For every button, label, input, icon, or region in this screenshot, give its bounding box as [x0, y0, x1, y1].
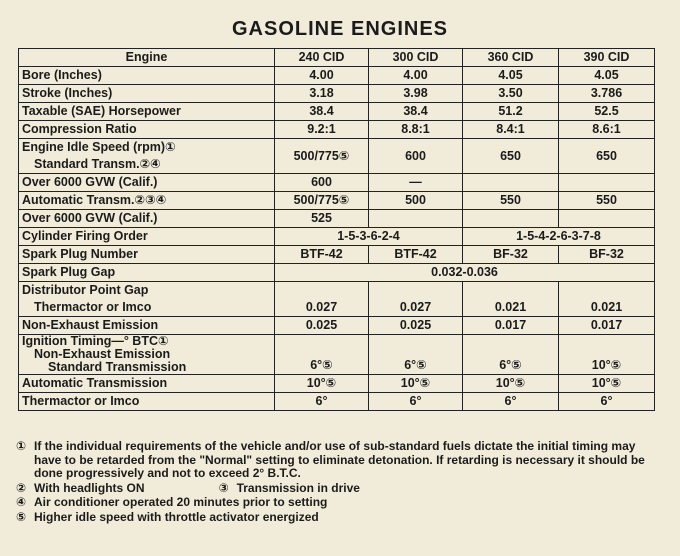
cell-value: 550 [559, 192, 655, 210]
footnote-marker: ② [16, 480, 27, 495]
cell-value: BTF-42 [369, 246, 463, 264]
cell-value: 10°⑤ [369, 375, 463, 393]
table-row [19, 317, 655, 335]
table-row [19, 246, 655, 264]
row-label: Thermactor or Imco [19, 393, 275, 411]
footnote-text: Air conditioner operated 20 minutes prior to setting [34, 495, 328, 509]
row-label-main: Ignition Timing—° BTC① [22, 334, 169, 348]
cell-value: 38.4 [275, 103, 369, 121]
cell-value: 600 [369, 139, 463, 174]
cell-value: 0.032-0.036 [275, 264, 655, 282]
cell-value: 4.00 [369, 67, 463, 85]
cell-value [559, 174, 655, 192]
row-label [19, 335, 275, 375]
row-label: Over 6000 GVW (Calif.) [19, 210, 275, 228]
table-row [19, 264, 655, 282]
table-row [19, 375, 655, 393]
footnote-text: Higher idle speed with throttle activator energized [34, 509, 319, 524]
footnote-4 [16, 496, 656, 510]
cell-value: 9.2:1 [275, 121, 369, 139]
cell-value: — [369, 174, 463, 192]
cell-value: 8.4:1 [463, 121, 559, 139]
cell-value: 4.05 [463, 67, 559, 85]
table-row [19, 103, 655, 121]
cell-value: 3.18 [275, 85, 369, 103]
header-240: 240 CID [275, 49, 369, 67]
row-label: Automatic Transmission [19, 375, 275, 393]
spec-table [18, 48, 655, 411]
table-row [19, 121, 655, 139]
cell-value: 550 [463, 192, 559, 210]
header-engine: Engine [19, 49, 275, 67]
cell-value: BF-32 [463, 246, 559, 264]
cell-value: 3.98 [369, 85, 463, 103]
cell-value: 6° [559, 393, 655, 411]
row-label [19, 282, 275, 317]
footnote-marker: ③ [218, 480, 229, 495]
row-label: Spark Plug Number [19, 246, 275, 264]
cell-value: 6°⑤ [463, 335, 559, 375]
row-label-main: Engine Idle Speed (rpm)① [22, 140, 176, 154]
table-row [19, 210, 655, 228]
cell-value [559, 210, 655, 228]
footnotes [16, 440, 656, 525]
footnote-marker: ① [16, 439, 27, 453]
cell-value: 0.027 [275, 282, 369, 317]
cell-value: 3.50 [463, 85, 559, 103]
cell-value: 0.017 [559, 317, 655, 335]
cell-value: 0.025 [275, 317, 369, 335]
cell-value: 500/775⑤ [275, 192, 369, 210]
footnote-5 [16, 511, 656, 525]
cell-value: 0.025 [369, 317, 463, 335]
row-label: Automatic Transm.②③④ [19, 192, 275, 210]
cell-value [369, 210, 463, 228]
table-row [19, 85, 655, 103]
header-390: 390 CID [559, 49, 655, 67]
row-label: Stroke (Inches) [19, 85, 275, 103]
cell-value: 6° [463, 393, 559, 411]
cell-value [463, 174, 559, 192]
cell-value: 10°⑤ [463, 375, 559, 393]
cell-value: 8.8:1 [369, 121, 463, 139]
row-label-main: Distributor Point Gap [22, 283, 149, 297]
cell-value: 6° [369, 393, 463, 411]
cell-value: 500 [369, 192, 463, 210]
cell-value: 10°⑤ [275, 375, 369, 393]
table-row [19, 174, 655, 192]
row-label: Cylinder Firing Order [19, 228, 275, 246]
cell-value: 0.021 [463, 282, 559, 317]
cell-value: 0.021 [559, 282, 655, 317]
cell-value: 1-5-3-6-2-4 [275, 228, 463, 246]
cell-value [463, 210, 559, 228]
row-label: Non-Exhaust Emission [19, 317, 275, 335]
cell-value: BTF-42 [275, 246, 369, 264]
cell-value: 600 [275, 174, 369, 192]
footnote-text: If the individual requirements of the vehicle and/or use of sub-standard fuels dictate the initial timing may have to be retarded from the "Normal" setting to eliminate detonation. If retarding is necessary it should be done progressively and not to exceed 2° B.T.C. [34, 439, 645, 480]
cell-value: 6°⑤ [275, 335, 369, 375]
table-row [19, 192, 655, 210]
cell-value: 8.6:1 [559, 121, 655, 139]
cell-value: 4.05 [559, 67, 655, 85]
row-label [19, 139, 275, 174]
footnote-marker: ⑤ [16, 509, 27, 524]
header-row [19, 49, 655, 67]
cell-value: 650 [463, 139, 559, 174]
table-row [19, 335, 655, 375]
footnote-2 [16, 482, 145, 496]
footnote-marker: ④ [16, 495, 27, 509]
footnote-text: Transmission in drive [236, 480, 360, 495]
cell-value: 500/775⑤ [275, 139, 369, 174]
cell-value: 6° [275, 393, 369, 411]
page-title: GASOLINE ENGINES [231, 18, 449, 40]
cell-value: 4.00 [275, 67, 369, 85]
row-sublabel: Thermactor or Imco [34, 300, 152, 314]
cell-value: 51.2 [463, 103, 559, 121]
footnote-row [16, 482, 656, 497]
table-row [19, 393, 655, 411]
row-sublabel: Standard Transm.②④ [34, 157, 161, 171]
cell-value: 1-5-4-2-6-3-7-8 [463, 228, 655, 246]
footnote-1 [16, 440, 656, 481]
row-label: Compression Ratio [19, 121, 275, 139]
header-300: 300 CID [369, 49, 463, 67]
header-360: 360 CID [463, 49, 559, 67]
row-label: Bore (Inches) [19, 67, 275, 85]
cell-value: 38.4 [369, 103, 463, 121]
table-row [19, 139, 655, 174]
table-row [19, 67, 655, 85]
cell-value: 525 [275, 210, 369, 228]
cell-value: 650 [559, 139, 655, 174]
footnote-text: With headlights ON [34, 480, 145, 495]
row-label: Over 6000 GVW (Calif.) [19, 174, 275, 192]
cell-value: 3.786 [559, 85, 655, 103]
table-row [19, 282, 655, 317]
cell-value: BF-32 [559, 246, 655, 264]
row-sublabel: Standard Transmission [48, 360, 187, 374]
row-label: Spark Plug Gap [19, 264, 275, 282]
footnote-3 [219, 482, 360, 496]
cell-value: 52.5 [559, 103, 655, 121]
cell-value: 10°⑤ [559, 335, 655, 375]
cell-value: 0.017 [463, 317, 559, 335]
row-label: Taxable (SAE) Horsepower [19, 103, 275, 121]
row-sublabel: Non-Exhaust Emission [34, 347, 171, 361]
cell-value: 6°⑤ [369, 335, 463, 375]
table-row [19, 228, 655, 246]
cell-value: 0.027 [369, 282, 463, 317]
cell-value: 10°⑤ [559, 375, 655, 393]
